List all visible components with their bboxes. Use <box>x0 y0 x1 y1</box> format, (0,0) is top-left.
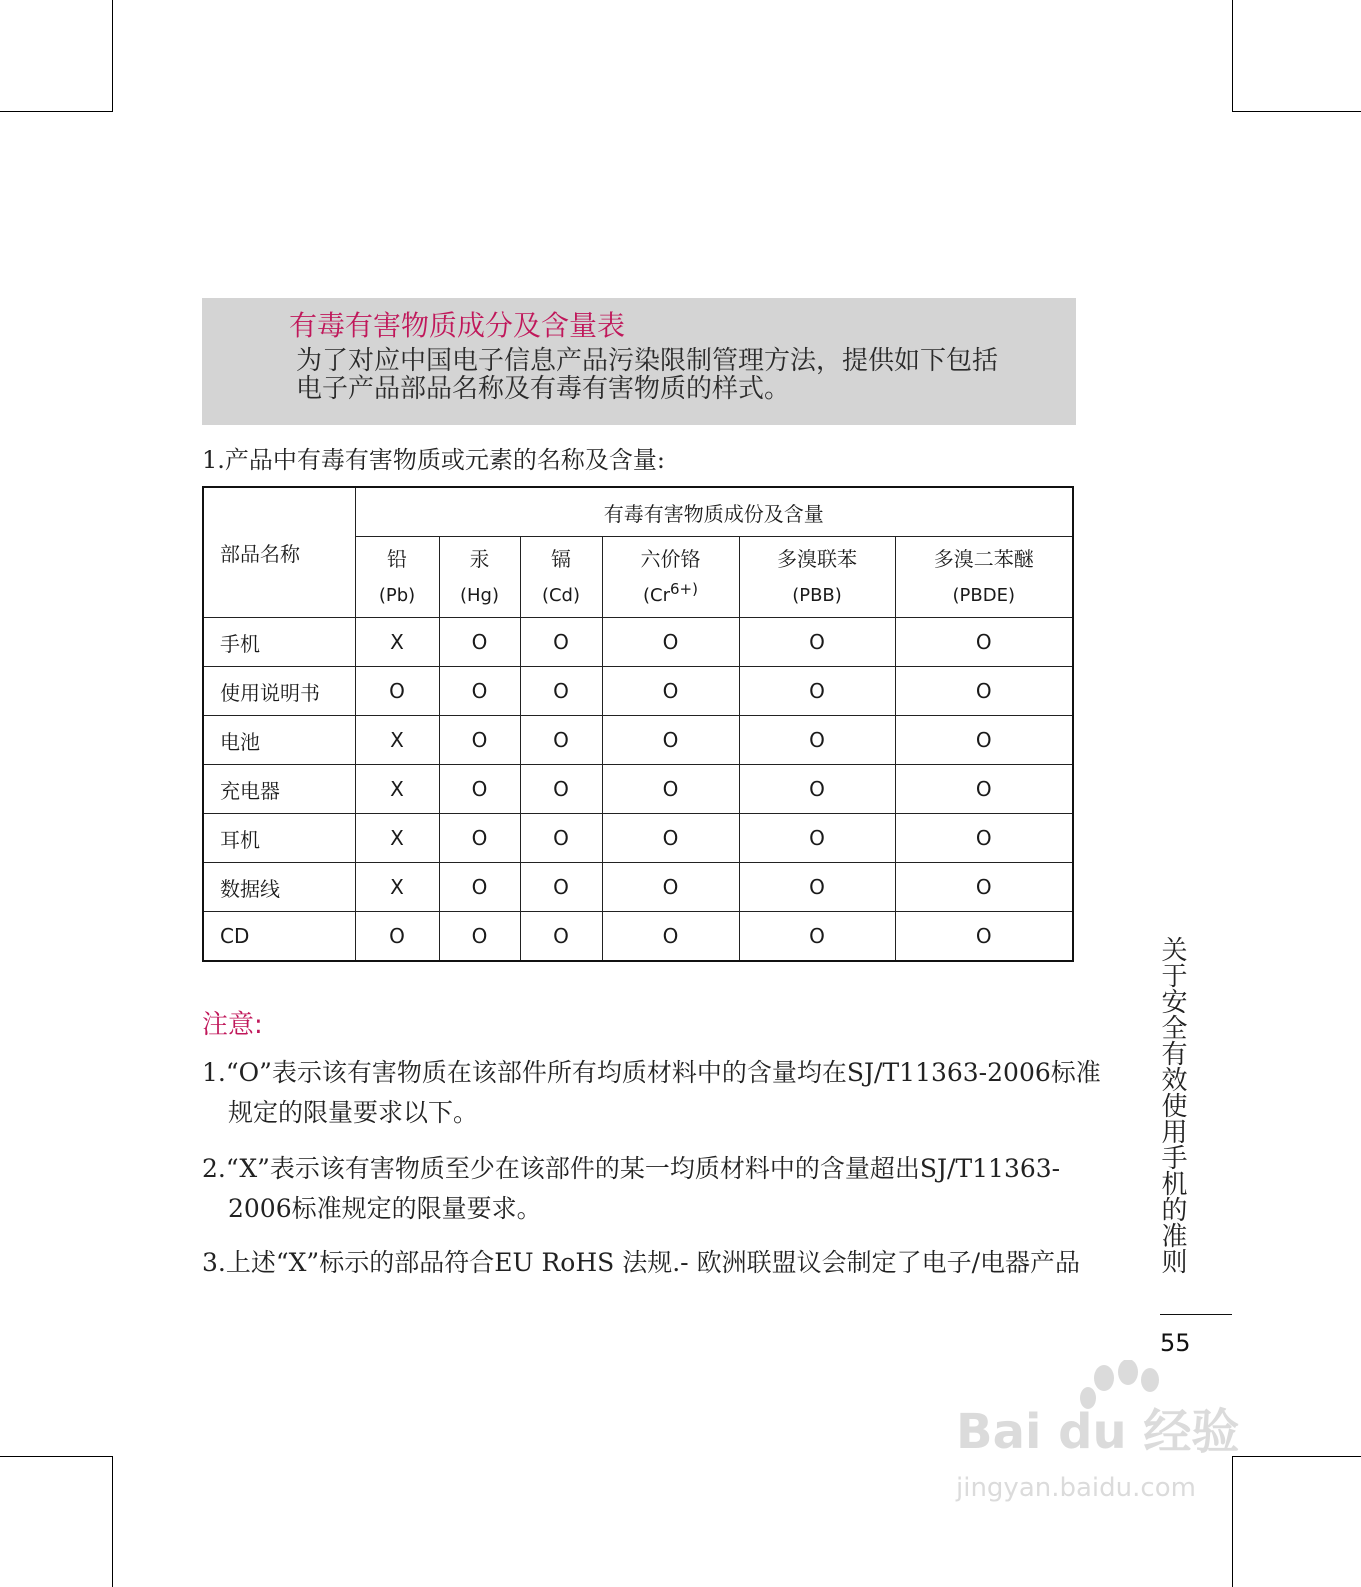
crop-mark-top-left-v <box>112 0 113 112</box>
mark-cell: O <box>439 863 520 912</box>
mark-cell: O <box>520 618 602 667</box>
substance-name: 六价铬 <box>640 546 701 571</box>
page-number: 55 <box>1160 1329 1191 1357</box>
mark-cell: O <box>895 814 1073 863</box>
part-name: 手机 <box>203 618 355 667</box>
note-3-line-1: 3.上述“X”标示的部品符合EU RoHS 法规.- 欧洲联盟议会制定了电子/电器产品 <box>202 1248 1080 1277</box>
mark-cell: O <box>739 863 895 912</box>
baidu-watermark <box>948 1360 1268 1520</box>
substance-header <box>355 537 439 618</box>
mark-cell: O <box>439 765 520 814</box>
mark-cell: O <box>895 863 1073 912</box>
table-row <box>203 863 1073 912</box>
note-1-line-1: 1.“O”表示该有害物质在该部件所有均质材料中的含量均在SJ/T11363-2006标准 <box>202 1058 1101 1087</box>
substance-symbol: (PBB) <box>792 584 842 606</box>
mark-cell: O <box>602 716 739 765</box>
mark-cell: O <box>355 667 439 716</box>
mark-cell: O <box>520 765 602 814</box>
mark-cell: O <box>439 618 520 667</box>
mark-cell: O <box>895 765 1073 814</box>
mark-cell: O <box>739 716 895 765</box>
banner-line-1: 为了对应中国电子信息产品污染限制管理方法，提供如下包括 <box>296 346 999 376</box>
note-1-line-2: 规定的限量要求以下。 <box>228 1098 479 1127</box>
chapter-side-label: 关于安全有效使用手机的准则 <box>1157 936 1187 1274</box>
crop-mark-top-right-h <box>1232 111 1361 112</box>
mark-cell: X <box>355 618 439 667</box>
substance-name: 铅 <box>387 546 407 571</box>
part-name-header: 部品名称 <box>203 487 355 618</box>
part-name: 耳机 <box>203 814 355 863</box>
mark-cell: X <box>355 863 439 912</box>
banner-title: 有毒有害物质成分及含量表 <box>289 309 626 342</box>
mark-cell: O <box>895 716 1073 765</box>
crop-mark-top-left-h <box>0 111 112 112</box>
mark-cell: O <box>439 667 520 716</box>
substance-name: 镉 <box>551 546 571 571</box>
part-name: CD <box>203 912 355 962</box>
substance-group-header: 有毒有害物质成份及含量 <box>355 487 1073 537</box>
substance-table <box>202 486 1074 962</box>
note-2-line-1: 2.“X”表示该有害物质至少在该部件的某一均质材料中的含量超出SJ/T11363- <box>202 1154 1061 1183</box>
substance-header <box>895 537 1073 618</box>
part-name: 电池 <box>203 716 355 765</box>
mark-cell: O <box>355 912 439 962</box>
mark-cell: O <box>739 618 895 667</box>
mark-cell: O <box>439 912 520 962</box>
substance-symbol: (Cd) <box>541 584 581 606</box>
substance-symbol: (PBDE) <box>952 584 1016 606</box>
crop-mark-bottom-left-v <box>112 1456 113 1587</box>
table-row <box>203 618 1073 667</box>
table-row <box>203 765 1073 814</box>
mark-cell: O <box>520 814 602 863</box>
mark-cell: O <box>895 912 1073 962</box>
mark-cell: O <box>520 863 602 912</box>
side-divider <box>1160 1314 1232 1315</box>
mark-cell: X <box>355 814 439 863</box>
table-row <box>203 716 1073 765</box>
mark-cell: O <box>602 912 739 962</box>
substance-header <box>520 537 602 618</box>
note-2-line-2: 2006标准规定的限量要求。 <box>228 1194 542 1223</box>
table-row <box>203 912 1073 962</box>
mark-cell: O <box>602 618 739 667</box>
part-name: 充电器 <box>203 765 355 814</box>
mark-cell: O <box>602 765 739 814</box>
substance-symbol: (Hg) <box>459 584 499 606</box>
mark-cell: O <box>439 814 520 863</box>
watermark-url: jingyan.baidu.com <box>956 1473 1196 1503</box>
mark-cell: O <box>439 716 520 765</box>
mark-cell: O <box>739 667 895 716</box>
crop-mark-top-right-v <box>1232 0 1233 112</box>
mark-cell: X <box>355 716 439 765</box>
mark-cell: O <box>520 716 602 765</box>
part-name: 数据线 <box>203 863 355 912</box>
substance-name: 多溴联苯 <box>777 546 857 571</box>
substance-name: 汞 <box>469 546 490 571</box>
table-row <box>203 814 1073 863</box>
mark-cell: O <box>602 863 739 912</box>
mark-cell: O <box>602 667 739 716</box>
substance-header <box>739 537 895 618</box>
mark-cell: O <box>739 814 895 863</box>
mark-cell: X <box>355 765 439 814</box>
substance-name: 多溴二苯醚 <box>933 546 1034 571</box>
crop-mark-bottom-left-h <box>0 1456 112 1457</box>
substance-header <box>602 537 739 618</box>
table-header-row <box>203 487 1073 537</box>
mark-cell: O <box>895 618 1073 667</box>
table-row <box>203 667 1073 716</box>
banner-line-2: 电子产品部品名称及有毒有害物质的样式。 <box>296 374 791 404</box>
watermark-brand: Bai du 经验 <box>956 1404 1240 1460</box>
substance-symbol: ($Cr^{6+)}$ <box>643 579 698 606</box>
part-name: 使用说明书 <box>203 667 355 716</box>
substance-header <box>439 537 520 618</box>
substance-symbol: (Pb) <box>378 584 416 606</box>
mark-cell: O <box>895 667 1073 716</box>
mark-cell: O <box>739 765 895 814</box>
mark-cell: O <box>602 814 739 863</box>
mark-cell: O <box>739 912 895 962</box>
section-title: 1.产品中有毒有害物质或元素的名称及含量: <box>202 446 665 474</box>
mark-cell: O <box>520 912 602 962</box>
mark-cell: O <box>520 667 602 716</box>
notes-title: 注意: <box>202 1010 263 1040</box>
